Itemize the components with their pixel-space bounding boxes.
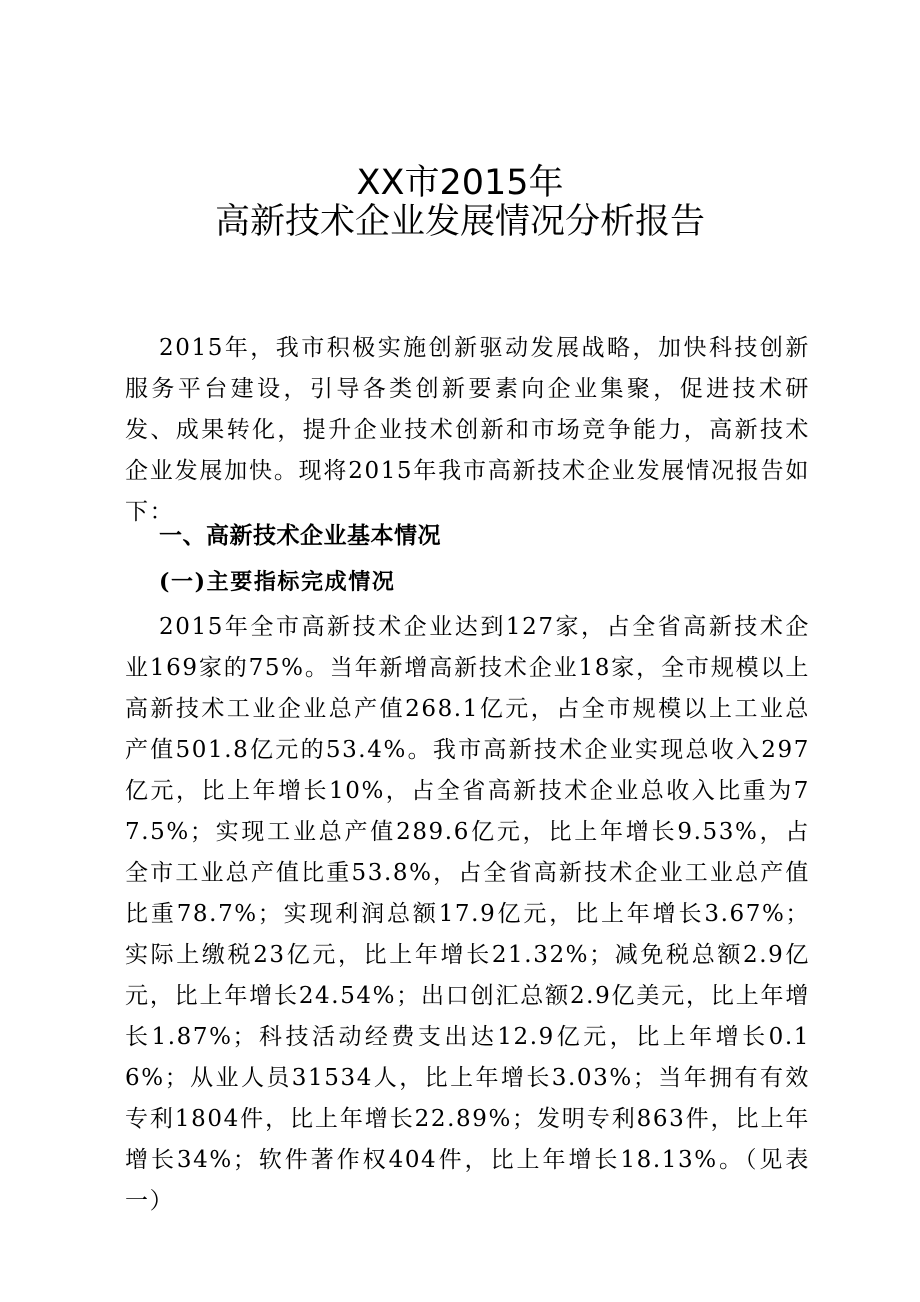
indicators-paragraph: 2015年全市高新技术企业达到127家，占全省高新技术企业169家的75%。当年新增高新技术企业18家，全市规模以上高新技术工业企业总产值268.1亿元，占全市规模以上工业总产值501.8亿元的53.4%。我市高新技术企业实现总收入297亿元，比上年增长10%，占全省高新技术企业总收入比重为77.5%；实现工业总产值289.6亿元，比上年增长9.53%，占全市工业总产值比重53.8%，占全省高新技术企业工业总产值比重78.7%；实现利润总额17.9亿元，比上年增长3.67%；实际上缴税23亿元，比上年增长21.32%；减免税总额2.9亿元，比上年增长24.54%；出口创汇总额2.9亿美元，比上年增长1.87%；科技活动经费支出达12.9亿元，比上年增长0.16%；从业人员31534人，比上年增长3.03%；当年拥有有效专利1804件，比上年增长22.89%；发明专利863件，比上年增长34%；软件著作权404件，比上年增长18.13%。（见表一） bbox=[125, 614, 810, 1214]
subsection-heading: (一)主要指标完成情况 bbox=[159, 569, 396, 595]
document-title-line1: XX市2015年 bbox=[356, 163, 564, 203]
section-heading: 一、高新技术企业基本情况 bbox=[159, 523, 441, 549]
intro-paragraph: 2015年，我市积极实施创新驱动发展战略，加快科技创新服务平台建设，引导各类创新要素向企业集聚，促进技术研发、成果转化，提升企业技术创新和市场竞争能力，高新技术企业发展加快。现将2015年我市高新技术企业发展情况报告如下： bbox=[125, 335, 810, 525]
document-title-line2: 高新技术企业发展情况分析报告 bbox=[214, 202, 705, 242]
